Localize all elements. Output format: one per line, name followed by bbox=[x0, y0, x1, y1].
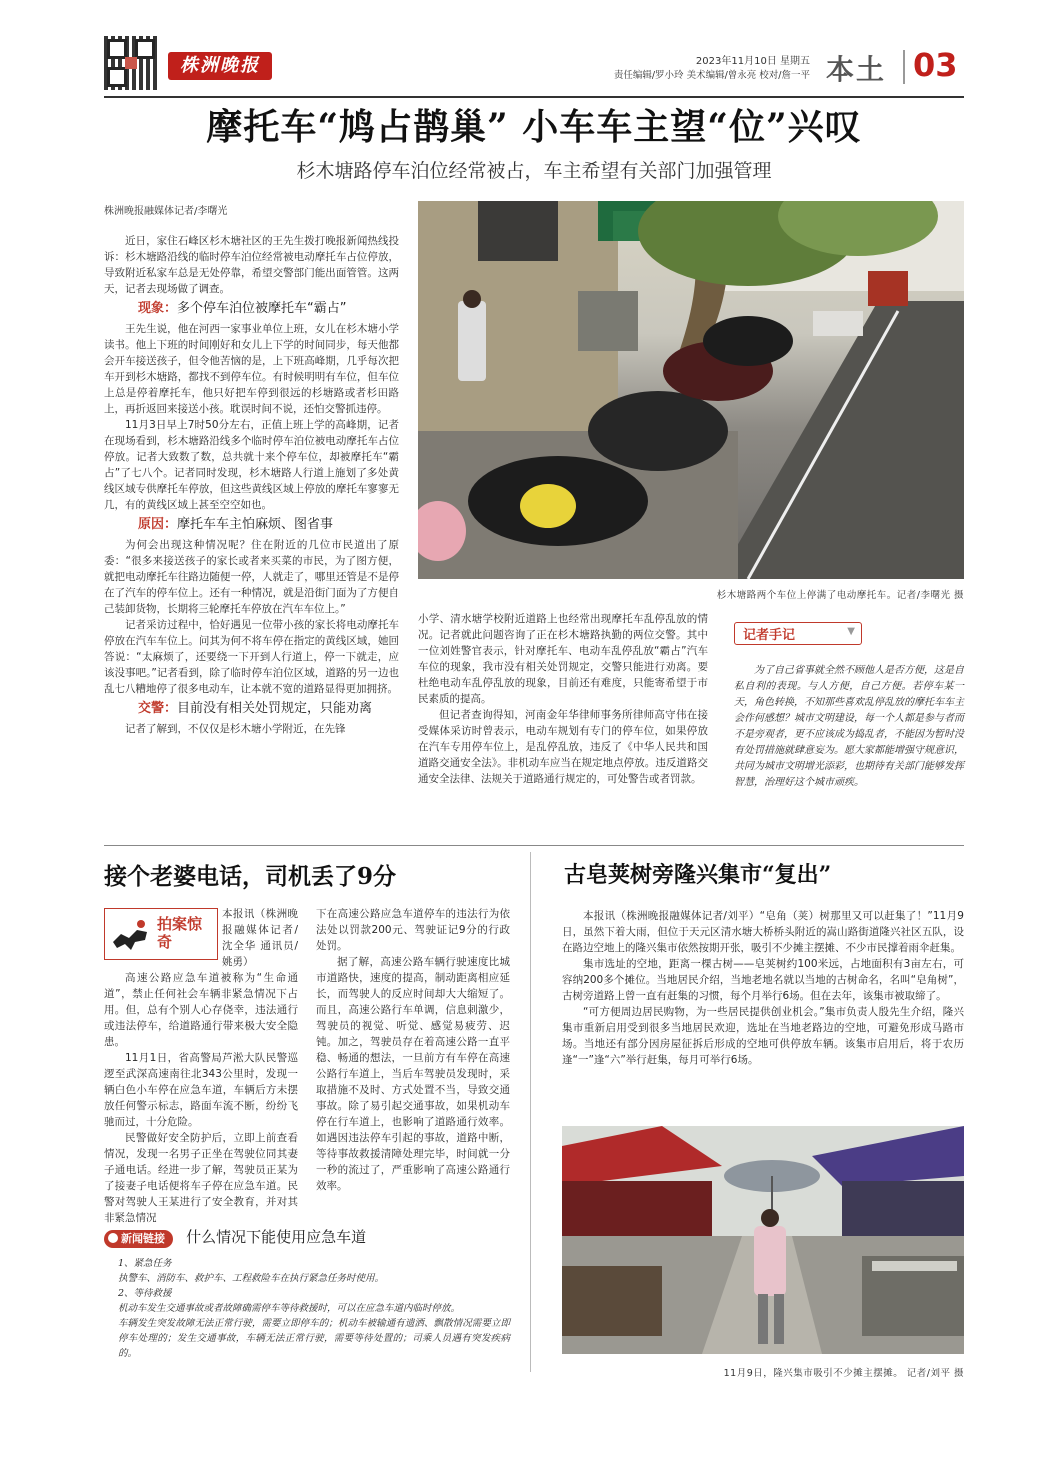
market-photo bbox=[562, 1126, 964, 1354]
reporter-notes-label: 记者手记 ▼ bbox=[734, 622, 862, 645]
intro-paragraph: 近日，家住石峰区杉木塘社区的王先生拨打晚报新闻热线投诉：杉木塘路沿线的临时停车泊位经常被电动摩托车占位停放，导致附近私家车总是无处停靠，希望交警部门能出面管管。这两天，记者去现场做了调查。 bbox=[104, 235, 399, 295]
paragraph: 小学、清水塘学校附近道路上也经常出现摩托车乱停乱放的情况。记者就此问题咨询了正在杉木塘路执勤的两位交警。其中一位刘姓警官表示，针对摩托车、电动车乱停乱放“霸占”汽车车位的现象，我市没有相关处罚规定，交警只能进行劝离。要杜绝电动车乱停乱放的现象，目前还有难度，只能寄希望于市民素质的提高。 bbox=[418, 613, 708, 705]
circle-icon bbox=[108, 1233, 118, 1243]
list-item: 车辆发生突发故障无法正常行驶，需要立即停车的；机动车被输通有遗洒、飘散情况需要立即停车处理的；发生交通事故，车辆无法正常行驶，需要等待处置的；司乘人员遇有突发疾病的。 bbox=[118, 1318, 510, 1359]
section-divider bbox=[903, 50, 905, 84]
main-column-1 bbox=[104, 233, 399, 737]
subhead-reason: 原因：摩托车车主怕麻烦、图省事 bbox=[138, 517, 334, 532]
chevron-down-icon: ▼ bbox=[847, 626, 855, 637]
news-link-header bbox=[104, 1226, 514, 1246]
main-title: 摩托车“鸠占鹊巢” 小车车主望“位”兴叹 bbox=[206, 106, 862, 148]
market-photo-caption: 11月9日，隆兴集市吸引不少摊主摆摊。 记者/刘平 摄 bbox=[723, 1368, 964, 1379]
list-item: 执警车、消防车、救护车、工程救险车在执行紧急任务时使用。 bbox=[118, 1273, 385, 1284]
paragraph: 高速公路应急车道被称为“生命通道”，禁止任何社会车辆非紧急情况下占用。但，总有个别人心存侥幸，违法通行或违法停车，给道路通行带来极大安全隐患。 bbox=[104, 972, 298, 1048]
paragraph: 据了解，高速公路车辆行驶速度比城市道路快，速度的提高，制动距离相应延长，而驾驶人的反应时间却大大缩短了。而且，高速公路行车单调，信息刺激少，驾驶员的视觉、听觉、感觉易疲劳、迟钝。加之，驾驶员存在着高速公路一直平稳、畅通的想法，一旦前方有车停在高速公路行车道上，当后车驾驶员发现时，采取措施不及时、方式处置不当，导致交通事故。除了易引起交通事故，如果机动车停在行车道上，也影响了道路通行效率。如遇因违法停车引起的事故，道路中断，等待事故救援清障处理完毕，时间就一分一秒的流过了，严重影响了高速公路通行效率。 bbox=[316, 956, 510, 1192]
paragraph: 王先生说，他在河西一家事业单位上班，女儿在杉木塘小学读书。他上下班的时间刚好和女儿上下学的时间同步，每天他都会开车接送孩子，但令他苦恼的是，上下班高峰期，几乎每次把车开到杉木塘路，都找不到停车位。有时候明明有车位，但车位上总是停着摩托车，他只好把车停到很远的杉塘路或者杉田路上，再折返回来接送小孩。耽误时间不说，还怕交警抓违停。 bbox=[104, 323, 399, 415]
news-link-badge: 新闻链接 bbox=[104, 1230, 173, 1248]
paragraph: 集市选址的空地，距离一棵古树——皂荚树约100米远，占地面积有3亩左右，可容纳200多个摊位。当地居民介绍，当地老地名就以当地的古树命名，名叫“皂角树”，古树旁道路上曾一直有赶集的习惯，每个月举行6场。但在去年，该集市被取缔了。 bbox=[562, 958, 964, 1002]
paragraph: 本报讯（株洲晚报融媒体记者/刘平）“皂角（荚）树那里又可以赶集了！”11月9日，虽然下着大雨，但位于天元区清水塘大桥桥头附近的嵩山路街道隆兴社区五队，设在路边空地上的隆兴集市依然按期开张，吸引不少摊主摆摊、不少市民撑着雨伞赶集。 bbox=[562, 910, 964, 954]
news-link-body bbox=[118, 1256, 510, 1361]
paragraph: 11月1日，省高警局芦淞大队民警巡逻至武深高速南往北343公里时，发现一辆白色小车停在应急车道，车辆后方未摆放任何警示标志，路面车流不断，纷纷飞驰而过，十分危险。 bbox=[104, 1052, 298, 1128]
section-name: 本土 bbox=[826, 53, 887, 86]
subhead-phenomenon: 现象：多个停车泊位被摩托车“霸占” bbox=[138, 301, 347, 316]
news-link-title: 什么情况下能使用应急车道 bbox=[186, 1228, 367, 1246]
date-line: 2023年11月10日 星期五 bbox=[695, 56, 810, 67]
main-photo-caption: 杉木塘路两个车位上停满了电动摩托车。记者/李曙光 摄 bbox=[716, 590, 964, 601]
section-divider-line bbox=[104, 845, 964, 846]
article2-column-1 bbox=[104, 906, 298, 1226]
header-rule bbox=[104, 96, 964, 98]
list-item: 机动车发生交通事故或者故障确需停车等待救援时，可以在应急车道内临时停放。 bbox=[118, 1303, 461, 1314]
main-subtitle: 杉木塘路停车泊位经常被占，车主希望有关部门加强管理 bbox=[296, 160, 772, 182]
paragraph: 记者采访过程中，恰好遇见一位带小孩的家长将电动摩托车停放在汽车车位上。问其为何不将车停在指定的黄线区域，她回答说：“太麻烦了，还要绕一下开到人行道上，停一下就走，应该没事吧。”记者看到，除了临时停车泊位区域，道路的另一边也乱七八糟地停了很多电动车，让本就不宽的道路显得更加拥挤。 bbox=[104, 619, 399, 695]
article2-stamp: 拍案惊奇 bbox=[104, 908, 218, 960]
paragraph: 下在高速公路应急车道停车的违法行为依法处以罚款200元、驾驶证记9分的行政处罚。 bbox=[316, 908, 510, 952]
subhead-police: 交警：目前没有相关处罚规定，只能劝离 bbox=[138, 701, 373, 716]
page-number: 03 bbox=[913, 46, 958, 84]
column-divider bbox=[530, 852, 531, 1372]
main-column-2 bbox=[418, 611, 708, 787]
newspaper-logo: 株洲晚报 bbox=[168, 52, 272, 80]
article2-byline: 本报讯（株洲晚报融媒体记者/沈全华 通讯员/姚勇） bbox=[222, 908, 298, 968]
qr-code bbox=[104, 36, 158, 90]
paragraph: “可方便周边居民购物，为一些居民提供创业机会。”集市负责人殷先生介绍，隆兴集市重新启用受到很多当地居民欢迎，选址在当地老路边的空地，可避免形成马路市场。当地还有部分因房屋征拆后形成的空地可供停放车辆。该集市启用后，将于农历逢“一”逢“六”举行赶集，每月可举行6场。 bbox=[562, 1006, 964, 1066]
paragraph: 为何会出现这种情况呢？住在附近的几位市民道出了原委：“很多来接送孩子的家长或者来买菜的市民，为了图方便，就把电动摩托车往路边随便一停，人就走了，哪里还管是不是停在了汽车的停车位上。还有一种情况，就是沿街门面为了方便自己装卸货物，长期将三轮摩托车停放在汽车车位上。” bbox=[104, 539, 399, 615]
list-item: 2、等待救援 bbox=[118, 1288, 172, 1299]
paragraph: 11月3日早上7时50分左右，正值上班上学的高峰期，记者在现场看到，杉木塘路沿线多个临时停车泊位被电动摩托车占位停放。记者大致数了数，总共就十来个停车位，却被摩托车“霸占”了七八个。记者同时发现，杉木塘路人行道上施划了多处黄线区域专供摩托车停放，但这些黄线区域上停放的摩托车寥寥无几，有的黄线区域上甚至空空如也。 bbox=[104, 419, 399, 511]
reporter-notes-box bbox=[734, 622, 964, 791]
article2-column-2 bbox=[316, 906, 510, 1194]
paragraph: 但记者查询得知，河南金年华律师事务所律师高守伟在接受媒体采访时曾表示，电动车规划有专门的停车位，如果停放在汽车专用停车位上，是乱停乱放，违反了《中华人民共和国道路交通安全法》。非机动车应当在规定地点停放。违反道路交通安全法律、法规关于道路通行规定的，可处警告或者罚款。 bbox=[418, 709, 708, 785]
article3-title: 古皂荚树旁隆兴集市“复出” bbox=[564, 862, 832, 888]
main-byline: 株洲晚报融媒体记者/李曙光 bbox=[104, 206, 228, 217]
article2-title: 接个老婆电话，司机丢了9分 bbox=[104, 863, 397, 890]
editors-line: 责任编辑/罗小玲 美术编辑/曾永亮 校对/詹一平 bbox=[613, 70, 810, 81]
paragraph: 记者了解到，不仅仅是杉木塘小学附近，在先锋 bbox=[125, 723, 346, 735]
list-item: 1、紧急任务 bbox=[118, 1258, 172, 1269]
paragraph: 民警做好安全防护后，立即上前查看情况，发现一名男子正坐在驾驶位同其妻子通电话。经进一步了解，驾驶员正某为了接妻子电话便将车子停在应急车道。民警对驾驶人王某进行了安全教育，并对其非紧急情况 bbox=[104, 1132, 298, 1224]
reporter-notes-text: 为了自己省事就全然不顾他人是否方便，这是自私自利的表现。与人方便，自己方便。若停车某一天，角色转换，不知那些喜欢乱停乱放的摩托车车主会作何感想？城市文明建设，每一个人都是参与者而不是旁观者，更不应该成为捣乱者，不能因为暂时没有处罚措施就肆意妄为。愿大家都能增强守规意识，共同为城市文明增光添彩，也期待有关部门能够发挥智慧，治理好这个城市顽疾。 bbox=[734, 665, 964, 788]
article3-body bbox=[562, 908, 964, 1068]
main-photo-motorcycles bbox=[418, 201, 964, 579]
